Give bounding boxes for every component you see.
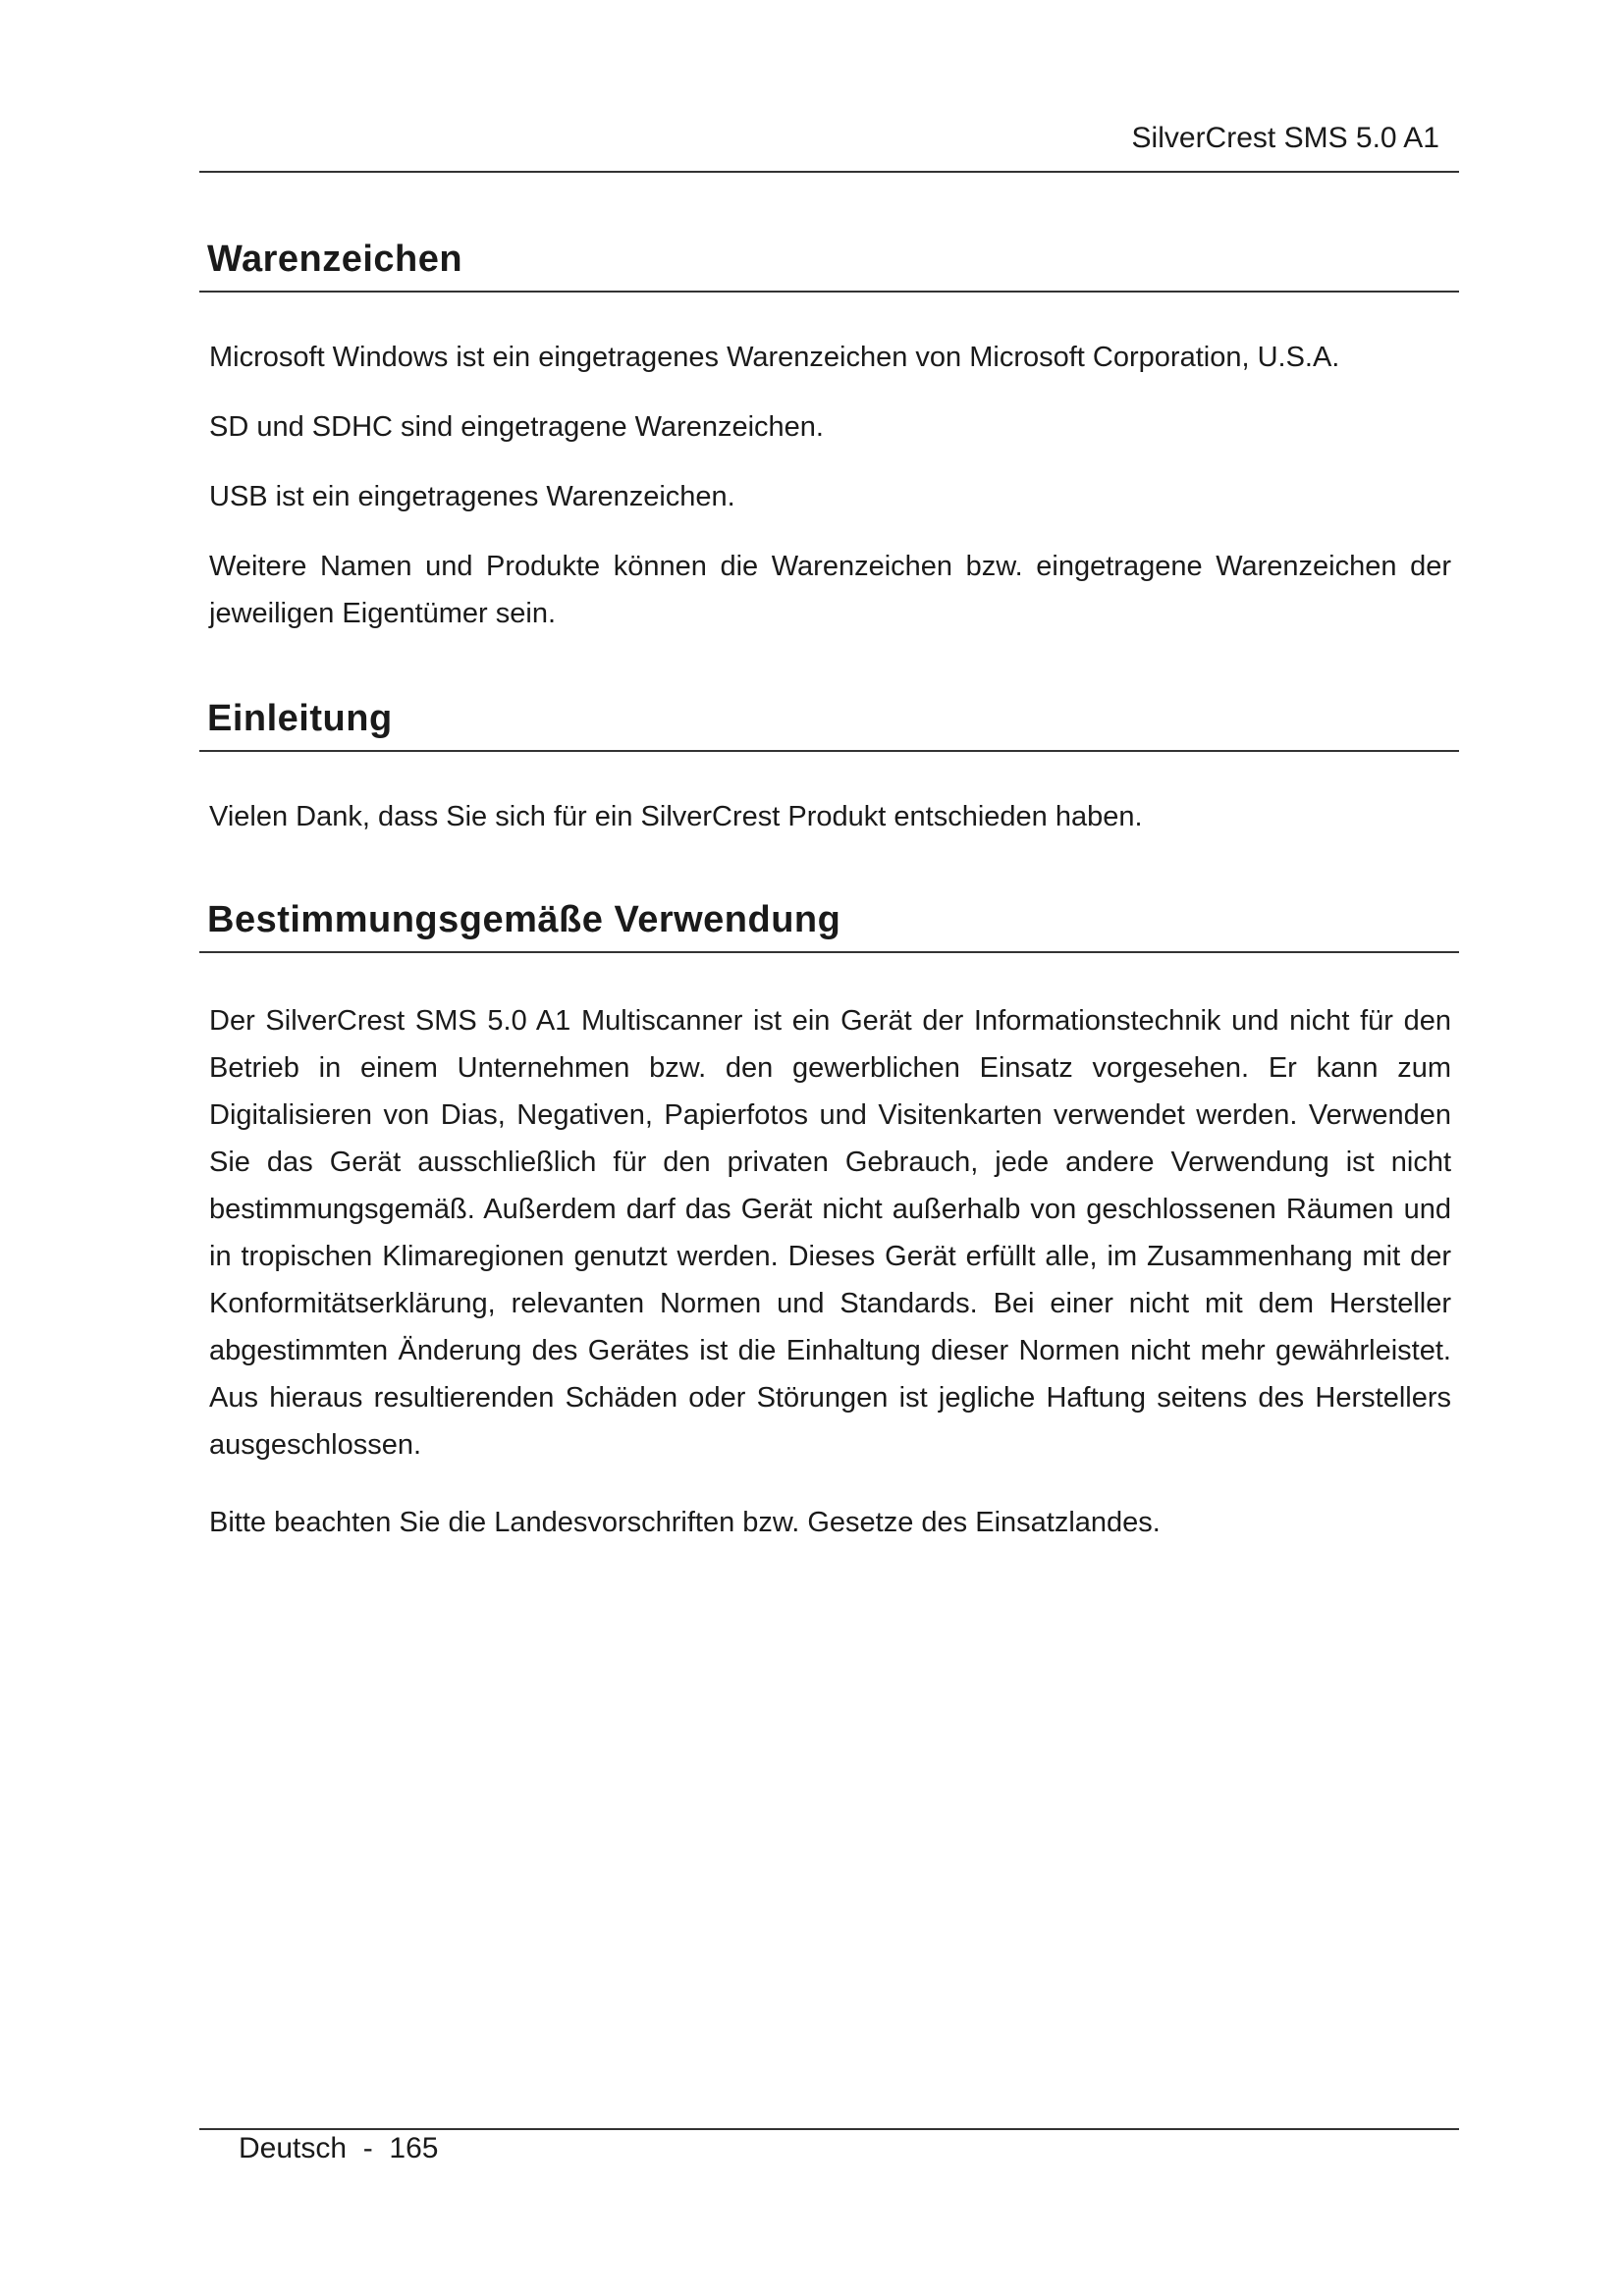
- section-heading-intended-use: [199, 888, 1459, 953]
- heading-trademarks: Warenzeichen: [207, 239, 463, 280]
- paragraph-trademark-others: Weitere Namen und Produkte können die Warenzeichen bzw. eingetragene Warenzeichen der jeweiligen Eigentümer sein.: [209, 551, 1451, 629]
- paragraph-trademark-sd: SD und SDHC sind eingetragene Warenzeichen.: [209, 411, 824, 443]
- page-header: [199, 116, 1459, 173]
- paragraph-regulations: Bitte beachten Sie die Landesvorschriften bzw. Gesetze des Einsatzlandes.: [209, 1507, 1161, 1538]
- section-heading-introduction: [199, 687, 1459, 752]
- paragraph-introduction: Vielen Dank, dass Sie sich für ein SilverCrest Produkt entschieden haben.: [209, 801, 1143, 832]
- heading-introduction: Einleitung: [207, 698, 393, 739]
- paragraph-trademark-microsoft: Microsoft Windows ist ein eingetragenes Warenzeichen von Microsoft Corporation, U.S.A.: [209, 342, 1340, 373]
- footer-language: Deutsch: [239, 2132, 348, 2164]
- heading-intended-use: Bestimmungsgemäße Verwendung: [207, 899, 841, 940]
- running-title: SilverCrest SMS 5.0 A1: [1131, 122, 1439, 154]
- paragraph-trademark-usb: USB ist ein eingetragenes Warenzeichen.: [209, 481, 735, 512]
- footer-label: [239, 2132, 438, 2165]
- section-heading-trademarks: [199, 228, 1459, 293]
- paragraph-intended-use: Der SilverCrest SMS 5.0 A1 Multiscanner ist ein Gerät der Informationstechnik und nicht für den Betrieb in einem Unternehmen bzw. den gewerblichen Einsatz vorgesehen. Er kann zum Digitalisieren von Dias, Negativen, Papierfotos und Visitenkarten verwendet werden. Verwenden Sie das Gerät ausschließlich für den privaten Gebrauch, jede andere Verwendung ist nicht bestimmungsgemäß. Außerdem darf das Gerät nicht außerhalb von geschlossenen Räumen und in tropischen Klimaregionen genutzt werden. Dieses Gerät erfüllt alle, im Zusammenhang mit der Konformitätserklärung, relevanten Normen und Standards. Bei einer nicht mit dem Hersteller abgestimmten Änderung des Gerätes ist die Einhaltung dieser Normen nicht mehr gewährleistet. Aus hieraus resultierenden Schäden oder Störungen ist jegliche Haftung seitens des Herstellers ausgeschlossen.: [209, 1005, 1451, 1461]
- page-footer: [199, 2128, 1459, 2189]
- footer-separator: -: [362, 2132, 373, 2164]
- page-number: 165: [389, 2132, 439, 2164]
